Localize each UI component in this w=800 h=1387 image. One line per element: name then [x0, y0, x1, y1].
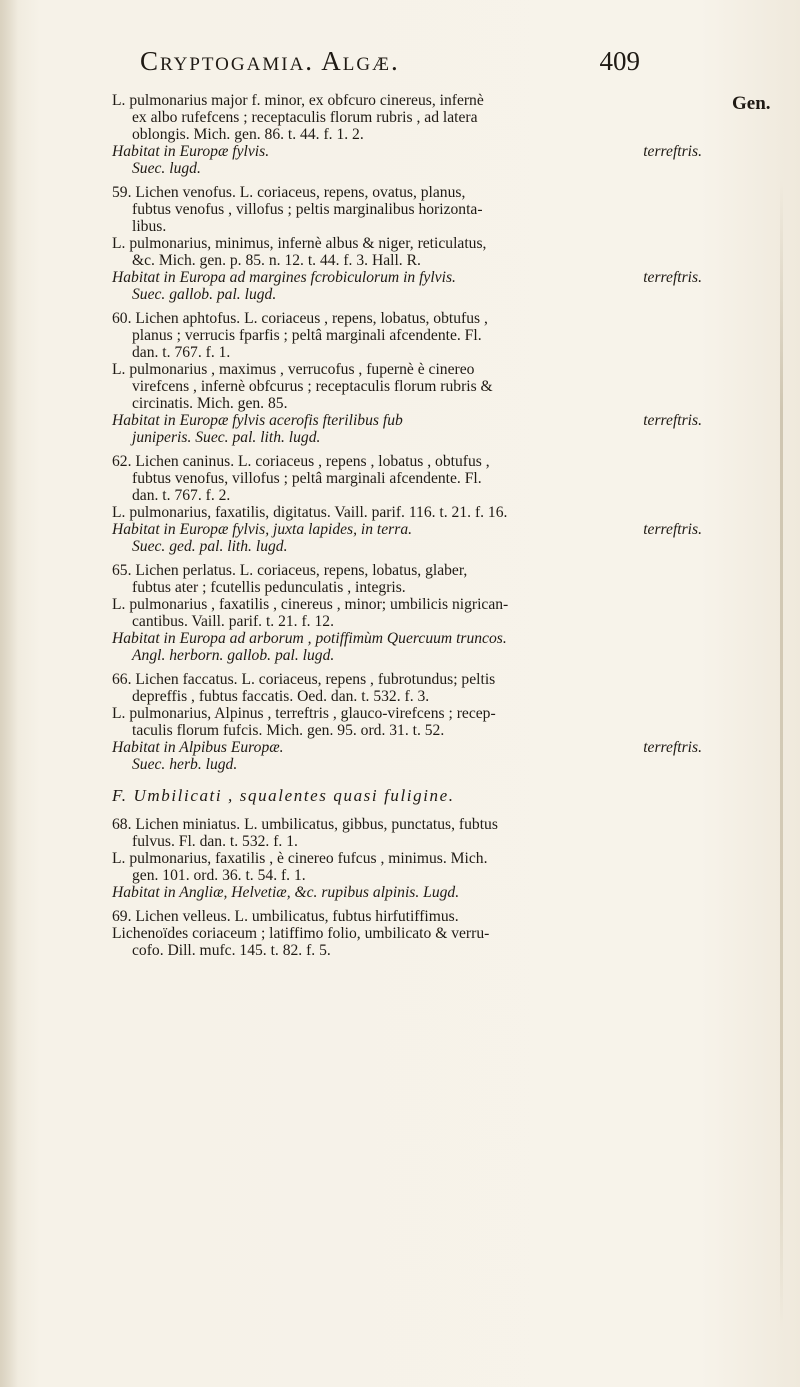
habitat-line — [112, 143, 702, 160]
entry-line: fubtus venofus , villofus ; peltis marginalibus horizonta- — [132, 201, 483, 218]
entry-line: &c. Mich. gen. p. 85. n. 12. t. 44. f. 3. Hall. R. — [132, 252, 421, 269]
entry-line: L. pulmonarius, Alpinus , terreftris , glauco-virefcens ; recep- — [112, 705, 496, 722]
provinces-line: Suec. herb. lugd. — [132, 756, 238, 773]
entry-line: L. pulmonarius, minimus, infernè albus & niger, reticulatus, — [112, 235, 487, 252]
entry-line: cantibus. Vaill. parif. t. 21. f. 12. — [132, 613, 334, 630]
habitat-text: Habitat in Alpibus Europæ. — [112, 739, 284, 756]
entry-line: 66. Lichen faccatus. L. coriaceus, repens , fubrotundus; peltis — [112, 671, 496, 688]
running-head: Cryptogamia. Algæ. — [140, 46, 400, 76]
habitat-line — [112, 739, 702, 756]
habitat-type: terreftris. — [643, 521, 702, 538]
page-number: 409 — [599, 46, 640, 76]
provinces-line: Suec. gallob. pal. lugd. — [132, 286, 277, 303]
species-entry — [112, 310, 702, 446]
margin-note: Gen. — [732, 93, 771, 114]
entry-line: libus. — [132, 218, 167, 235]
habitat-type: terreftris. — [643, 269, 702, 286]
entry-line: L. pulmonarius , faxatilis , cinereus , minor; umbilicis nigrican- — [112, 596, 509, 613]
habitat-text: Habitat in Europæ fylvis, juxta lapides, in terra. — [112, 521, 413, 538]
provinces-line: Suec. lugd. — [132, 160, 201, 177]
entry-line: depreffis , fubtus faccatis. Oed. dan. t. 532. f. 3. — [132, 688, 430, 705]
habitat-type: terreftris. — [643, 739, 702, 756]
entry-line: 59. Lichen venofus. L. coriaceus, repens, ovatus, planus, — [112, 184, 466, 201]
entry-line: fubtus venofus, villofus ; peltâ marginali afcendente. Fl. — [132, 470, 482, 487]
habitat-text: Habitat in Europa ad arborum , potiffimùm Quercuum truncos. — [112, 630, 507, 647]
species-entry — [112, 453, 702, 555]
entry-line: dan. t. 767. f. 1. — [132, 344, 231, 361]
entry-line: 65. Lichen perlatus. L. coriaceus, repens, lobatus, glaber, — [112, 562, 468, 579]
habitat-text: Habitat in Europæ fylvis. — [112, 143, 270, 160]
body-text — [112, 92, 702, 966]
entry-line: taculis florum fufcis. Mich. gen. 95. ord. 31. t. 52. — [132, 722, 445, 739]
habitat-text: Habitat in Europa ad margines fcrobiculorum in fylvis. — [112, 269, 456, 286]
entry-line: ex albo rufefcens ; receptaculis florum rubris , ad latera — [132, 109, 478, 126]
entry-line: 60. Lichen aphtofus. L. coriaceus , repens, lobatus, obtufus , — [112, 310, 488, 327]
provinces-line: Angl. herborn. gallob. pal. lugd. — [132, 647, 335, 664]
entry-line: dan. t. 767. f. 2. — [132, 487, 231, 504]
species-entry — [112, 816, 702, 901]
entry-line: Lichenoïdes coriaceum ; latiffimo folio, umbilicato & verru- — [112, 925, 490, 942]
habitat-line — [112, 630, 702, 647]
binding-shadow — [0, 0, 18, 1387]
entry-line: fubtus ater ; fcutellis pedunculatis , integris. — [132, 579, 406, 596]
habitat-text: Habitat in Europæ fylvis acerofis fterilibus fub — [112, 412, 403, 429]
entry-line: fulvus. Fl. dan. t. 532. f. 1. — [132, 833, 298, 850]
entry-line: virefcens , infernè obfcurus ; receptaculis florum rubris & — [132, 378, 493, 395]
habitat-line: Habitat in Angliæ, Helvetiæ, &c. rupibus alpinis. Lugd. — [112, 884, 460, 901]
entry-line: L. pulmonarius , maximus , verrucofus , fupernè è cinereo — [112, 361, 475, 378]
species-entry — [112, 92, 702, 177]
entry-line: 68. Lichen miniatus. L. umbilicatus, gibbus, punctatus, fubtus — [112, 816, 498, 833]
species-entry — [112, 562, 702, 664]
provinces-line: juniperis. Suec. pal. lith. lugd. — [132, 429, 321, 446]
entry-line: L. pulmonarius major f. minor, ex obfcuro cinereus, infernè — [112, 92, 484, 109]
entry-line: 62. Lichen caninus. L. coriaceus , repens , lobatus , obtufus , — [112, 453, 490, 470]
entry-line: oblongis. Mich. gen. 86. t. 44. f. 1. 2. — [132, 126, 364, 143]
habitat-type: terreftris. — [643, 412, 702, 429]
page-edge-shadow — [780, 180, 783, 1330]
entry-line: gen. 101. ord. 36. t. 54. f. 1. — [132, 867, 306, 884]
habitat-type: terreftris. — [643, 143, 702, 160]
page-header — [140, 46, 640, 86]
habitat-line — [112, 521, 702, 538]
species-entry — [112, 671, 702, 773]
entry-line: L. pulmonarius, faxatilis , è cinereo fufcus , minimus. Mich. — [112, 850, 488, 867]
entry-line: planus ; verrucis fparfis ; peltâ marginali afcendente. Fl. — [132, 327, 482, 344]
entry-line: circinatis. Mich. gen. 85. — [132, 395, 288, 412]
species-entry — [112, 184, 702, 303]
species-entry — [112, 908, 702, 959]
habitat-line — [112, 269, 702, 286]
habitat-line — [112, 412, 702, 429]
entry-line: L. pulmonarius, faxatilis, digitatus. Vaill. parif. 116. t. 21. f. 16. — [112, 504, 508, 521]
entry-line: cofo. Dill. mufc. 145. t. 82. f. 5. — [132, 942, 331, 959]
provinces-line: Suec. ged. pal. lith. lugd. — [132, 538, 288, 555]
section-heading: F. Umbilicati , squalentes quasi fuligine. — [112, 786, 455, 805]
entry-line: 69. Lichen velleus. L. umbilicatus, fubtus hirfutiffimus. — [112, 908, 459, 925]
